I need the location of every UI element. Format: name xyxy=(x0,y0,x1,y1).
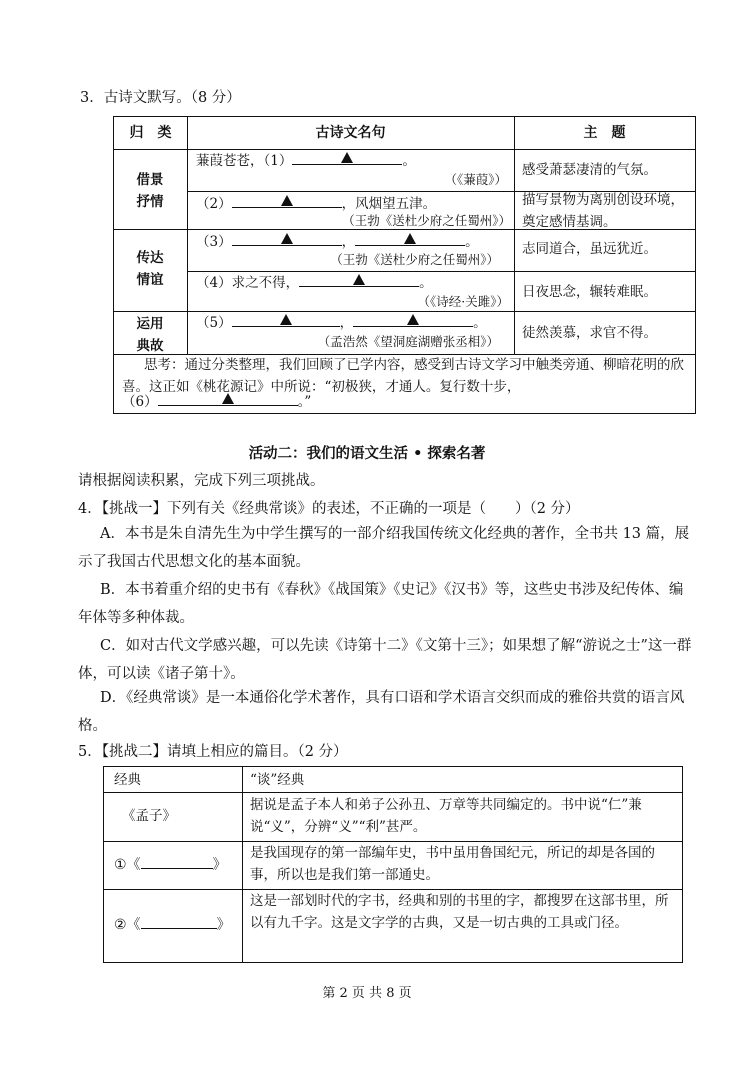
triangle-icon xyxy=(281,195,293,206)
triangle-icon xyxy=(353,274,365,285)
header-lines: 古诗文名句 xyxy=(315,125,386,141)
header-discussion: “谈”经典 xyxy=(250,772,305,788)
header-classic: 经典 xyxy=(114,772,141,788)
row4-source: （《诗经·关雎》） xyxy=(417,294,509,309)
blank-6[interactable] xyxy=(158,391,298,406)
header-theme: 主 题 xyxy=(583,125,626,141)
row1-theme: 感受萧瑟凄清的气氛。 xyxy=(522,162,657,178)
row2-classic: ①《 》 xyxy=(114,854,227,876)
row1-source: （《蒹葭》） xyxy=(444,172,507,187)
classics-table xyxy=(103,766,683,963)
row2-discussion: 是我国现存的第一部编年史，书中虽用鲁国纪元，所记的却是各国的事，所以也是我们第一部通史。 xyxy=(250,845,655,883)
intro-text: 请根据阅读积累，完成下列三项挑战。 xyxy=(78,473,325,489)
row4-line: （4）求之不得， 。 xyxy=(196,272,433,294)
triangle-icon xyxy=(341,152,353,163)
blank-5b[interactable] xyxy=(353,312,473,327)
row3-theme: 志同道合，虽远犹近。 xyxy=(522,241,657,257)
triangle-icon xyxy=(404,233,416,244)
category-scenery: 借景抒情 xyxy=(136,172,164,210)
row1-discussion: 据说是孟子本人和弟子公孙丑、万章等共同编定的。书中说“仁”兼说“义”，分辨“义”“利”甚严。 xyxy=(250,797,642,835)
category-friendship: 传达情谊 xyxy=(136,250,164,288)
row2-source: （王勃《送杜少府之任蜀州》） xyxy=(342,213,511,228)
row5-source: （孟浩然《望洞庭湖赠张丞相》） xyxy=(317,334,499,349)
q4-stem: 4．【挑战一】下列有关《经典常谈》的表述，不正确的一项是（ ）（2 分） xyxy=(78,501,580,517)
header-category: 归 类 xyxy=(129,125,172,141)
blank-2[interactable] xyxy=(232,193,342,208)
activity2-title: 活动二：我们的语文生活 • 探索名著 xyxy=(248,446,486,462)
row2-theme: 描写景物为离别创设环境，奠定感情基调。 xyxy=(522,192,684,230)
q4-option-d[interactable]: D．《经典常谈》是一本通俗化学术著作，具有口语和学术语言交织而成的雅俗共赏的语言风格。 xyxy=(78,690,685,734)
blank-3b[interactable] xyxy=(355,231,465,246)
blank-3a[interactable] xyxy=(232,231,342,246)
category-allusion: 运用典故 xyxy=(136,316,164,354)
blank-1[interactable] xyxy=(292,150,402,165)
row3-line: （3） ， 。 xyxy=(196,231,479,253)
row1-line: 蒹葭苍苍，（1） 。 xyxy=(196,150,416,172)
row5-theme: 徒然羡慕，求官不得。 xyxy=(522,325,657,341)
row2-line: （2） ，风烟望五津。 xyxy=(196,193,436,215)
row4-theme: 日夜思念，辗转难眠。 xyxy=(522,284,657,300)
blank-4[interactable] xyxy=(299,272,419,287)
q5-stem: 5．【挑战二】请填上相应的篇目。（2 分） xyxy=(78,744,348,760)
reflection-blank-line: （6） 。” xyxy=(122,391,311,413)
page-footer: 第 2 页 共 8 页 xyxy=(322,986,412,1001)
triangle-icon xyxy=(281,233,293,244)
poetry-table xyxy=(113,116,696,414)
row5-line: （5） ， 。 xyxy=(196,312,487,334)
q4-option-b[interactable]: B．本书着重介绍的史书有《春秋》《战国策》《史记》《汉书》等，这些史书涉及纪传体、编年体等多种体裁。 xyxy=(78,582,684,626)
blank-5a[interactable] xyxy=(232,312,340,327)
row1-classic: 《孟子》 xyxy=(122,808,176,824)
row3-source: （王勃《送杜少府之任蜀州》） xyxy=(330,252,499,267)
reflection-text: 思考：通过分类整理，我们回顾了已学内容，感受到古诗文学习中触类旁通、柳暗花明的欣喜。这正如《桃花源记》中所说：“初极狭，才通人。复行数十步， xyxy=(122,357,684,395)
triangle-icon xyxy=(280,314,292,325)
blank-title-1[interactable] xyxy=(141,854,213,869)
q3-title: 3．古诗文默写。（8 分） xyxy=(80,90,241,106)
triangle-icon xyxy=(407,314,419,325)
blank-title-2[interactable] xyxy=(141,914,217,929)
q4-option-a[interactable]: A．本书是朱自清先生为中学生撰写的一部介绍我国传统文化经典的著作，全书共 13 篇，展示了我国古代思想文化的基本面貌。 xyxy=(78,526,690,570)
row3-discussion: 这是一部划时代的字书，经典和别的书里的字，都搜罗在这部书里，所以有九千字。这是文字学的古典，又是一切古典的工具或门径。 xyxy=(250,893,669,931)
triangle-icon xyxy=(222,393,234,404)
q4-option-c[interactable]: C．如对古代文学感兴趣，可以先读《诗第十二》《文第十三》；如果想了解“游说之士”这一群体，可以读《诸子第十》。 xyxy=(78,638,692,682)
row3-classic: ②《 》 xyxy=(114,914,231,936)
